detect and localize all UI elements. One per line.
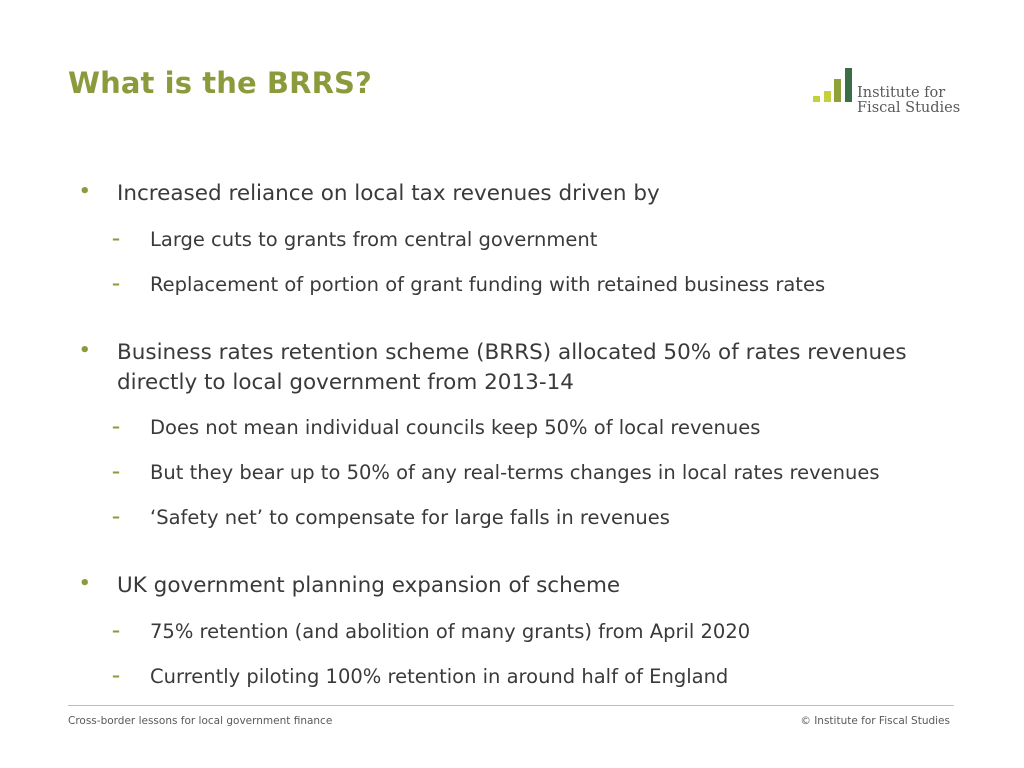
footer-copyright: © Institute for Fiscal Studies	[800, 715, 950, 727]
bullet-2-text-line-1: Business rates retention scheme (BRRS) allocated 50% of rates revenues	[117, 340, 907, 365]
bullet-marker: •	[79, 573, 91, 594]
dash-marker: –	[112, 417, 120, 436]
footer-divider	[68, 705, 954, 706]
dash-marker: –	[112, 666, 120, 685]
dash-marker: –	[112, 507, 120, 526]
bullet-3-text: UK government planning expansion of scheme	[117, 573, 621, 598]
logo-line-1: Institute for	[857, 85, 946, 101]
bullet-2-sub-2: But they bear up to 50% of any real-terms changes in local rates revenues	[150, 461, 880, 484]
bullet-2-sub-1: Does not mean individual councils keep 50% of local revenues	[150, 416, 761, 439]
dash-marker: –	[112, 621, 120, 640]
bullet-marker: •	[79, 340, 91, 361]
dash-marker: –	[112, 274, 120, 293]
logo-line-2: Fiscal Studies	[857, 100, 961, 116]
dash-marker: –	[112, 229, 120, 248]
bullet-1-sub-1: Large cuts to grants from central government	[150, 228, 598, 251]
slide-title: What is the BRRS?	[68, 66, 372, 100]
bullet-3-sub-2: Currently piloting 100% retention in around half of England	[150, 665, 729, 688]
bullet-2-sub-3: ‘Safety net’ to compensate for large falls in revenues	[150, 506, 670, 529]
footer-presentation-title: Cross-border lessons for local government finance	[68, 715, 333, 727]
bullet-1-sub-2: Replacement of portion of grant funding with retained business rates	[150, 273, 826, 296]
bullet-3-sub-1: 75% retention (and abolition of many grants) from April 2020	[150, 620, 751, 643]
bullet-marker: •	[79, 181, 91, 202]
bullet-1-text: Increased reliance on local tax revenues driven by	[117, 181, 660, 206]
bullet-2-text-line-2: directly to local government from 2013-14	[117, 370, 574, 395]
dash-marker: –	[112, 462, 120, 481]
